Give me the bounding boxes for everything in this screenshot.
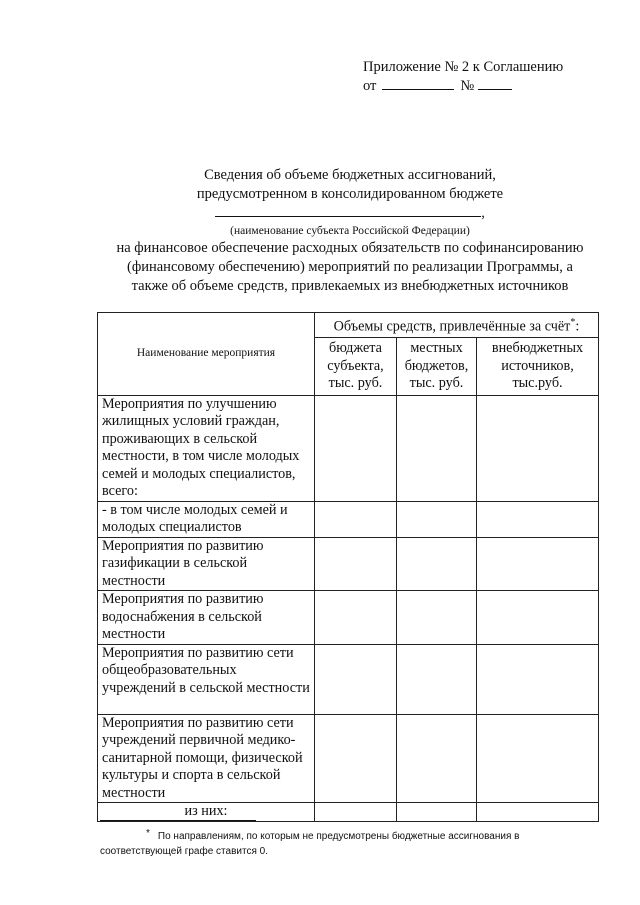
- subject-name-caption: (наименование субъекта Российской Федерации): [230, 225, 470, 237]
- row-label-housing: Мероприятия по улучшению жилищных условий граждан, проживающих в сельской местности, в том числе молодых семей и молодых специалистов, всего:: [98, 395, 315, 501]
- value-cell[interactable]: [397, 537, 477, 591]
- value-cell[interactable]: [315, 395, 397, 501]
- value-cell[interactable]: [397, 501, 477, 537]
- value-cell[interactable]: [315, 537, 397, 591]
- heading-line-3: на финансовое обеспечение расходных обязательств по софинансированию: [116, 240, 584, 256]
- value-cell[interactable]: [397, 395, 477, 501]
- value-cell[interactable]: [315, 591, 397, 645]
- value-cell[interactable]: [477, 644, 599, 714]
- table-row: [98, 591, 599, 645]
- document-heading: [60, 166, 640, 296]
- column-header-activity-name: Наименование мероприятия: [98, 313, 315, 396]
- value-cell[interactable]: [477, 395, 599, 501]
- column-group-header: [315, 313, 599, 338]
- group-header-label: Объемы средств, привлечённые за счёт: [333, 318, 571, 335]
- table-header-row: [98, 313, 599, 338]
- footnote-text: По направлениям, по которым не предусмотрены бюджетные ассигнования в соответствующей графе ставится 0.: [100, 831, 520, 857]
- value-cell[interactable]: [397, 644, 477, 714]
- value-cell[interactable]: [477, 591, 599, 645]
- value-cell[interactable]: [315, 644, 397, 714]
- heading-line-2: предусмотренном в консолидированном бюджете: [196, 186, 504, 202]
- value-cell[interactable]: [397, 591, 477, 645]
- footnote-divider: [100, 820, 256, 821]
- subject-name-blank: [215, 204, 481, 217]
- row-label-schools: Мероприятия по развитию сети общеобразовательных учреждений в сельской местности: [98, 644, 315, 714]
- value-cell[interactable]: [315, 714, 397, 803]
- table-row: [98, 644, 599, 714]
- row-label-gasification: Мероприятия по развитию газификации в сельской местности: [98, 537, 315, 591]
- appendix-date-number-line: [363, 77, 563, 96]
- value-cell[interactable]: [477, 803, 599, 822]
- date-blank: [382, 77, 454, 90]
- column-header-extrabudgetary: внебюджетных источников, тыс.руб.: [477, 338, 599, 396]
- table-row: [98, 395, 599, 501]
- appendix-title: Приложение № 2 к Соглашению: [363, 59, 564, 75]
- row-label-water-supply: Мероприятия по развитию водоснабжения в сельской местности: [98, 591, 315, 645]
- value-cell[interactable]: [477, 714, 599, 803]
- table-row: [98, 501, 599, 537]
- value-cell[interactable]: [397, 803, 477, 822]
- footnote-mark: *: [146, 828, 150, 839]
- row-label-young-families: - в том числе молодых семей и молодых специалистов: [98, 501, 315, 537]
- value-cell[interactable]: [315, 803, 397, 822]
- heading-line-4: (финансовому обеспечению) мероприятий по реализации Программы, а: [127, 259, 573, 275]
- subject-name-blank-line: [60, 204, 640, 223]
- value-cell[interactable]: [397, 714, 477, 803]
- number-label: №: [460, 78, 475, 94]
- row-label-of-which: из них:: [98, 803, 315, 822]
- footnote-reference: *: [570, 317, 576, 328]
- heading-line-1: Сведения об объеме бюджетных ассигнований,: [204, 167, 496, 183]
- group-header-colon: :: [575, 318, 580, 335]
- footnote: [100, 826, 600, 859]
- date-label: от: [363, 78, 377, 94]
- table-row: [98, 714, 599, 803]
- column-header-regional-budget: бюджета субъекта, тыс. руб.: [315, 338, 397, 396]
- table-row: [98, 803, 599, 822]
- funding-table: [97, 312, 599, 822]
- row-label-healthcare-sports: Мероприятия по развитию сети учреждений первичной медико-санитарной помощи, физической культуры и спорта в сельской местности: [98, 714, 315, 803]
- number-blank: [478, 77, 512, 90]
- heading-line-5: также об объеме средств, привлекаемых из внебюджетных источников: [131, 278, 569, 294]
- table-row: [98, 537, 599, 591]
- value-cell[interactable]: [477, 537, 599, 591]
- appendix-block: [363, 58, 563, 96]
- column-header-local-budgets: местных бюджетов, тыс. руб.: [397, 338, 477, 396]
- value-cell[interactable]: [477, 501, 599, 537]
- value-cell[interactable]: [315, 501, 397, 537]
- subject-name-comma: ,: [481, 205, 485, 221]
